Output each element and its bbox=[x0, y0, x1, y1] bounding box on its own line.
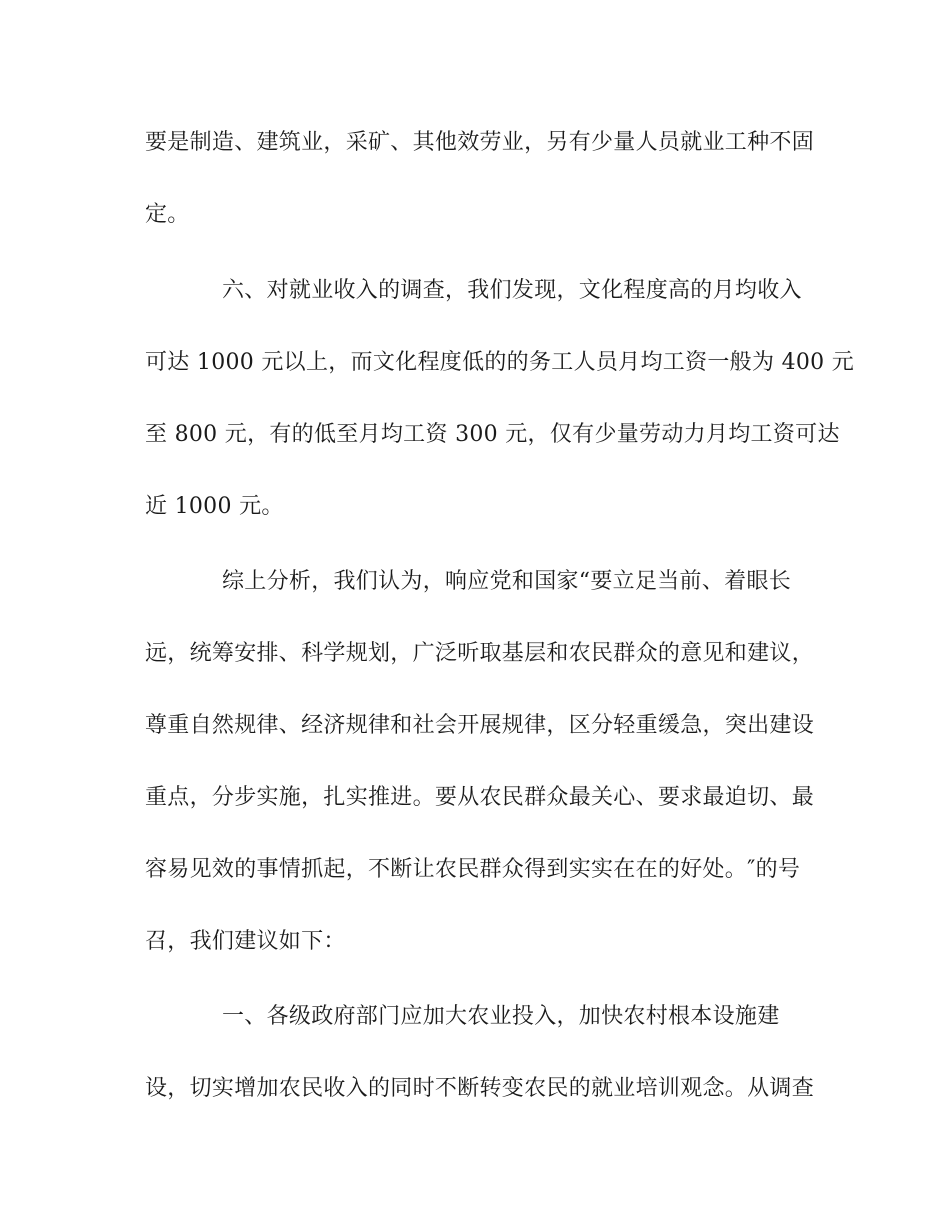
paragraph-line: 六、对就业收入的调查，我们发现，文化程度高的月均收入 bbox=[222, 278, 802, 303]
paragraph-line: 定。 bbox=[145, 202, 190, 227]
paragraph-line: 远，统筹安排、科学规划，广泛听取基层和农民群众的意见和建议， bbox=[145, 641, 815, 666]
paragraph-line: 设，切实增加农民收入的同时不断转变农民的就业培训观念。从调查 bbox=[145, 1076, 815, 1101]
paragraph-line: 要是制造、建筑业，采矿、其他效劳业，另有少量人员就业工种不固 bbox=[145, 130, 815, 155]
paragraph-line: 召，我们建议如下： bbox=[145, 929, 346, 954]
paragraph-line: 一、各级政府部门应加大农业投入，加快农村根本设施建 bbox=[222, 1004, 780, 1029]
paragraph-line: 至 800 元，有的低至月均工资 300 元，仅有少量劳动力月均工资可达 bbox=[145, 422, 840, 447]
paragraph-line: 尊重自然规律、经济规律和社会开展规律，区分轻重缓急，突出建设 bbox=[145, 713, 815, 738]
paragraph-line: 近 1000 元。 bbox=[145, 494, 284, 519]
paragraph-line: 容易见效的事情抓起，不断让农民群众得到实实在在的好处。″的号 bbox=[145, 857, 801, 882]
paragraph-line: 可达 1000 元以上，而文化程度低的的务工人员月均工资一般为 400 元 bbox=[145, 350, 855, 375]
paragraph-line: 综上分析，我们认为，响应党和国家“要立足当前、着眼长 bbox=[222, 569, 792, 594]
paragraph-line: 重点，分步实施，扎实推进。要从农民群众最关心、要求最迫切、最 bbox=[145, 785, 815, 810]
